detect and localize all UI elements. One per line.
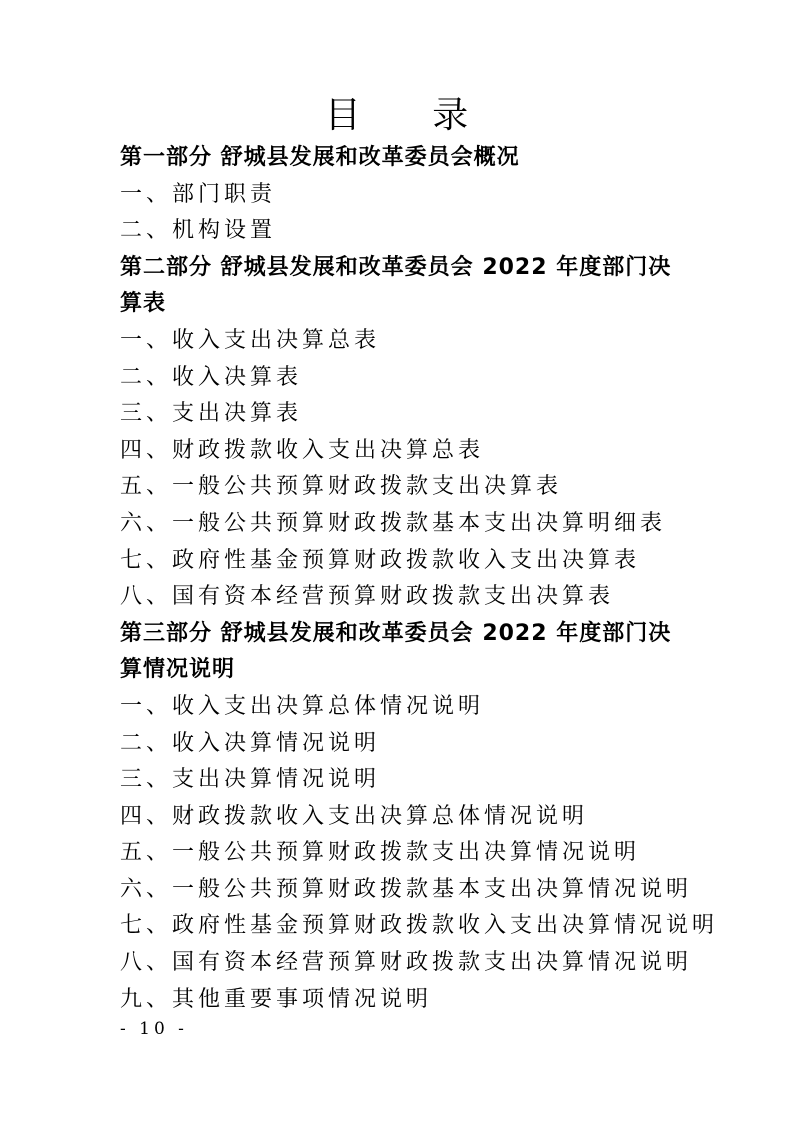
part2-item-3: 三、支出决算表 — [120, 401, 303, 427]
part2-item-7: 七、政府性基金预算财政拨款收入支出决算表 — [120, 547, 641, 573]
part1-item-2: 二、机构设置 — [120, 218, 277, 244]
part2-item-4: 四、财政拨款收入支出决算总表 — [120, 437, 485, 463]
part3-item-3: 三、支出决算情况说明 — [120, 767, 381, 793]
table-of-contents — [120, 140, 719, 1018]
part2-heading-line2: 算表 — [120, 291, 167, 317]
part3-item-4: 四、财政拨款收入支出决算总体情况说明 — [120, 803, 589, 829]
part2-heading-line1: 第二部分 舒城县发展和改革委员会 2022 年度部门决 — [120, 254, 672, 280]
part3-item-8: 八、国有资本经营预算财政拨款支出决算情况说明 — [120, 950, 693, 976]
part3-item-5: 五、一般公共预算财政拨款支出决算情况说明 — [120, 840, 641, 866]
part3-item-2: 二、收入决算情况说明 — [120, 730, 381, 756]
part1-item-1: 一、部门职责 — [120, 181, 277, 207]
part2-item-1: 一、收入支出决算总表 — [120, 327, 381, 353]
part3-heading-line2: 算情况说明 — [120, 657, 236, 683]
part2-item-6: 六、一般公共预算财政拨款基本支出决算明细表 — [120, 510, 667, 536]
page-number: - 10 - — [120, 1019, 188, 1039]
part3-item-7: 七、政府性基金预算财政拨款收入支出决算情况说明 — [120, 913, 719, 939]
part3-heading-line1: 第三部分 舒城县发展和改革委员会 2022 年度部门决 — [120, 620, 672, 646]
part2-item-8: 八、国有资本经营预算财政拨款支出决算表 — [120, 584, 615, 610]
toc-title: 目 录 — [324, 95, 499, 136]
part1-heading: 第一部分 舒城县发展和改革委员会概况 — [120, 145, 520, 170]
part3-item-9: 九、其他重要事项情况说明 — [120, 986, 433, 1012]
part2-item-5: 五、一般公共预算财政拨款支出决算表 — [120, 474, 563, 500]
part3-item-6: 六、一般公共预算财政拨款基本支出决算情况说明 — [120, 876, 693, 902]
part3-item-1: 一、收入支出决算总体情况说明 — [120, 693, 485, 719]
part2-item-2: 二、收入决算表 — [120, 364, 303, 390]
